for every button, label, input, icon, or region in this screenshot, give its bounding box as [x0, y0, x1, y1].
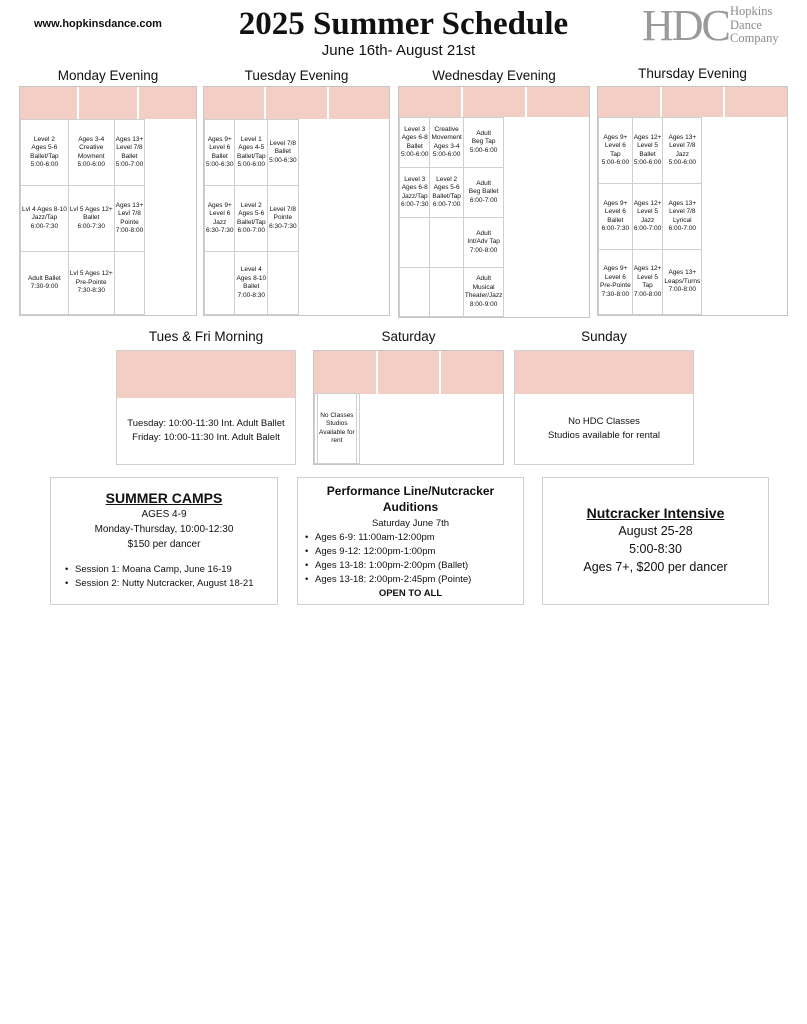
auditions-title: Performance Line/Nutcracker: [326, 484, 495, 498]
class-cell: Level 3 Ages 6-8 Ballet 5:00-6:00: [400, 118, 430, 168]
class-cell: [268, 252, 298, 315]
class-cell: Level 1 Ages 4-5 Ballet/Tap 5:00-6:00: [235, 120, 268, 186]
class-cell: Level 4 Ages 8-10 Ballet 7:00-8:30: [235, 252, 268, 315]
class-cell: Ages 9+ Level 6 Jazz 6:30-7:30: [205, 186, 235, 252]
schedule-header-band: [117, 351, 295, 398]
date-range: June 16th- August 21st: [321, 42, 476, 59]
auditions-panel: [297, 477, 524, 605]
intensive-dates: August 25-28: [618, 524, 693, 538]
wednesday-schedule: [398, 86, 590, 318]
summer-camps-title: SUMMER CAMPS: [105, 490, 223, 506]
class-cell: Lvl 4 Ages 8-10 Jazz/Tap 6:00-7:30: [21, 186, 69, 252]
logo-mark: HDC: [642, 1, 729, 50]
website-link[interactable]: www.hopkinsdance.com: [34, 18, 162, 30]
sunday-info: No HDC Classes Studios available for rental: [548, 415, 660, 441]
camp-price: $150 per dancer: [127, 539, 201, 550]
class-cell: Ages 13+ Level 7/8 Jazz 5:00-6:00: [663, 118, 702, 184]
tuesday-schedule: [203, 86, 390, 316]
camp-ages: AGES 4-9: [141, 509, 187, 520]
morning-title: Tues & Fri Morning: [148, 329, 264, 344]
sunday-schedule: [514, 350, 694, 465]
class-cell: Creative Movement Ages 3-4 5:00-6:00: [430, 118, 463, 168]
monday-schedule: [19, 86, 197, 316]
class-cell: Level 7/8 Pointe 6:30-7:30: [268, 186, 298, 252]
class-cell: Ages 13+ Level 7/8 Ballet 5:00-7:00: [114, 120, 145, 186]
thursday-schedule: [597, 86, 788, 316]
class-cell: Ages 13+ Levl 7/8 Pointe 7:00-8:00: [114, 186, 145, 252]
class-cell: [205, 252, 235, 315]
camp-sessions: [63, 563, 277, 591]
camp-schedule: Monday-Thursday, 10:00-12:30: [94, 524, 234, 535]
class-cell: Adult Int/Adv Tap 7:00-8:00: [463, 218, 504, 268]
class-cell: Lvl 5 Ages 12+ Pre-Pointe 7:30-8:30: [68, 252, 114, 315]
schedule-header-band: [204, 87, 389, 119]
morning-classes: Tuesday: 10:00-11:30 Int. Adult Ballet Friday: 10:00-11:30 Int. Adult Balelt: [127, 418, 285, 443]
logo-word: Dance: [730, 17, 762, 32]
class-cell: Ages 13+ Level 7/8 Lyrical 6:00-7:00: [663, 184, 702, 250]
list-item: • Ages 13-18: 1:00pm-2:00pm (Ballet): [303, 559, 523, 573]
audition-slots: [303, 531, 523, 587]
logo-word: Company: [730, 31, 779, 45]
class-cell: Adult Ballet 7:30-9:00: [21, 252, 69, 315]
class-cell: Ages 12+ Level 5 Ballet 5:00-6:00: [632, 118, 663, 184]
class-cell: Ages 9+ Level 6 Tap 5:00-6:00: [599, 118, 633, 184]
class-cell: [430, 268, 463, 317]
saturday-title: Saturday: [381, 329, 436, 344]
class-cell: Ages 12+ Level 5 Tap 7:00-8:00: [632, 250, 663, 315]
class-cell: Level 2 Ages 5-6 Ballet/Tap 6:00-7:00: [430, 168, 463, 218]
schedule-header-band: [515, 351, 693, 394]
intensive-time: 5:00-8:30: [629, 542, 682, 556]
list-item: • Session 1: Moana Camp, June 16-19: [63, 563, 277, 577]
class-cell: [430, 218, 463, 268]
logo-words: [730, 5, 779, 46]
class-cell: Ages 3-4 Creative Movment 5:00-6:00: [68, 120, 114, 186]
monday-title: Monday Evening: [57, 68, 159, 83]
sunday-title: Sunday: [581, 329, 627, 344]
hdc-logo: [642, 1, 792, 50]
class-cell: Ages 9+ Level 6 Ballet 6:00-7:30: [599, 184, 633, 250]
class-cell: Lvl 5 Ages 12+ Ballet 6:00-7:30: [68, 186, 114, 252]
wednesday-title: Wednesday Evening: [432, 68, 556, 83]
intensive-details: Ages 7+, $200 per dancer: [583, 560, 728, 574]
class-cell: [114, 252, 145, 315]
page-title: 2025 Summer Schedule: [238, 6, 569, 42]
class-cell: No Classes Studios Available for rent: [318, 394, 357, 464]
class-cell: Ages 9+ Level 6 Ballet 5:00-6:30: [205, 120, 235, 186]
schedule-header-band: [399, 87, 589, 117]
class-cell: Level 7/8 Ballet 5:00-6:30: [268, 120, 298, 186]
class-cell: Ages 12+ Level 5 Jazz 6:00-7:00: [632, 184, 663, 250]
saturday-schedule: [313, 350, 504, 465]
class-cell: Adult Beg Ballet 6:00-7:00: [463, 168, 504, 218]
class-cell: Adult Musical Theater/Jazz 8:00-9:00: [463, 268, 504, 317]
class-cell: Level 3 Ages 6-8 Jazz/Tap 6:00-7:30: [400, 168, 430, 218]
thursday-title: Thursday Evening: [638, 66, 747, 81]
nutcracker-intensive-panel: [542, 477, 769, 605]
schedule-header-band: [314, 351, 503, 394]
class-cell: Ages 13+ Leaps/Turns 7:00-8:00: [663, 250, 702, 315]
auditions-date: Saturday June 7th: [371, 518, 450, 529]
class-cell: Level 2 Ages 5-6 Ballet/Tap 6:00-7:00: [235, 186, 268, 252]
schedule-header-band: [598, 87, 787, 117]
class-cell: [400, 218, 430, 268]
class-cell: Level 2 Ages 5-6 Ballet/Tap 5:00-6:00: [21, 120, 69, 186]
list-item: • Ages 6-9: 11:00am-12:00pm: [303, 531, 523, 545]
logo-word: Hopkins: [730, 4, 773, 18]
auditions-footer: OPEN TO ALL: [378, 588, 443, 599]
list-item: • Ages 9-12: 12:00pm-1:00pm: [303, 545, 523, 559]
list-item: • Ages 13-18: 2:00pm-2:45pm (Pointe): [303, 573, 523, 587]
tuesday-title: Tuesday Evening: [244, 68, 349, 83]
intensive-title: Nutcracker Intensive: [586, 505, 725, 521]
schedule-header-band: [20, 87, 196, 119]
auditions-subtitle: Auditions: [382, 500, 439, 514]
class-cell: [400, 268, 430, 317]
class-cell: Adult Beg Tap 5:00-6:00: [463, 118, 504, 168]
list-item: • Session 2: Nutty Nutcracker, August 18-21: [63, 577, 277, 591]
summer-camps-panel: [50, 477, 278, 605]
class-cell: [356, 394, 359, 464]
morning-schedule: [116, 350, 296, 465]
class-cell: Ages 9+ Level 6 Pre-Pointe 7:30-8:00: [599, 250, 633, 315]
